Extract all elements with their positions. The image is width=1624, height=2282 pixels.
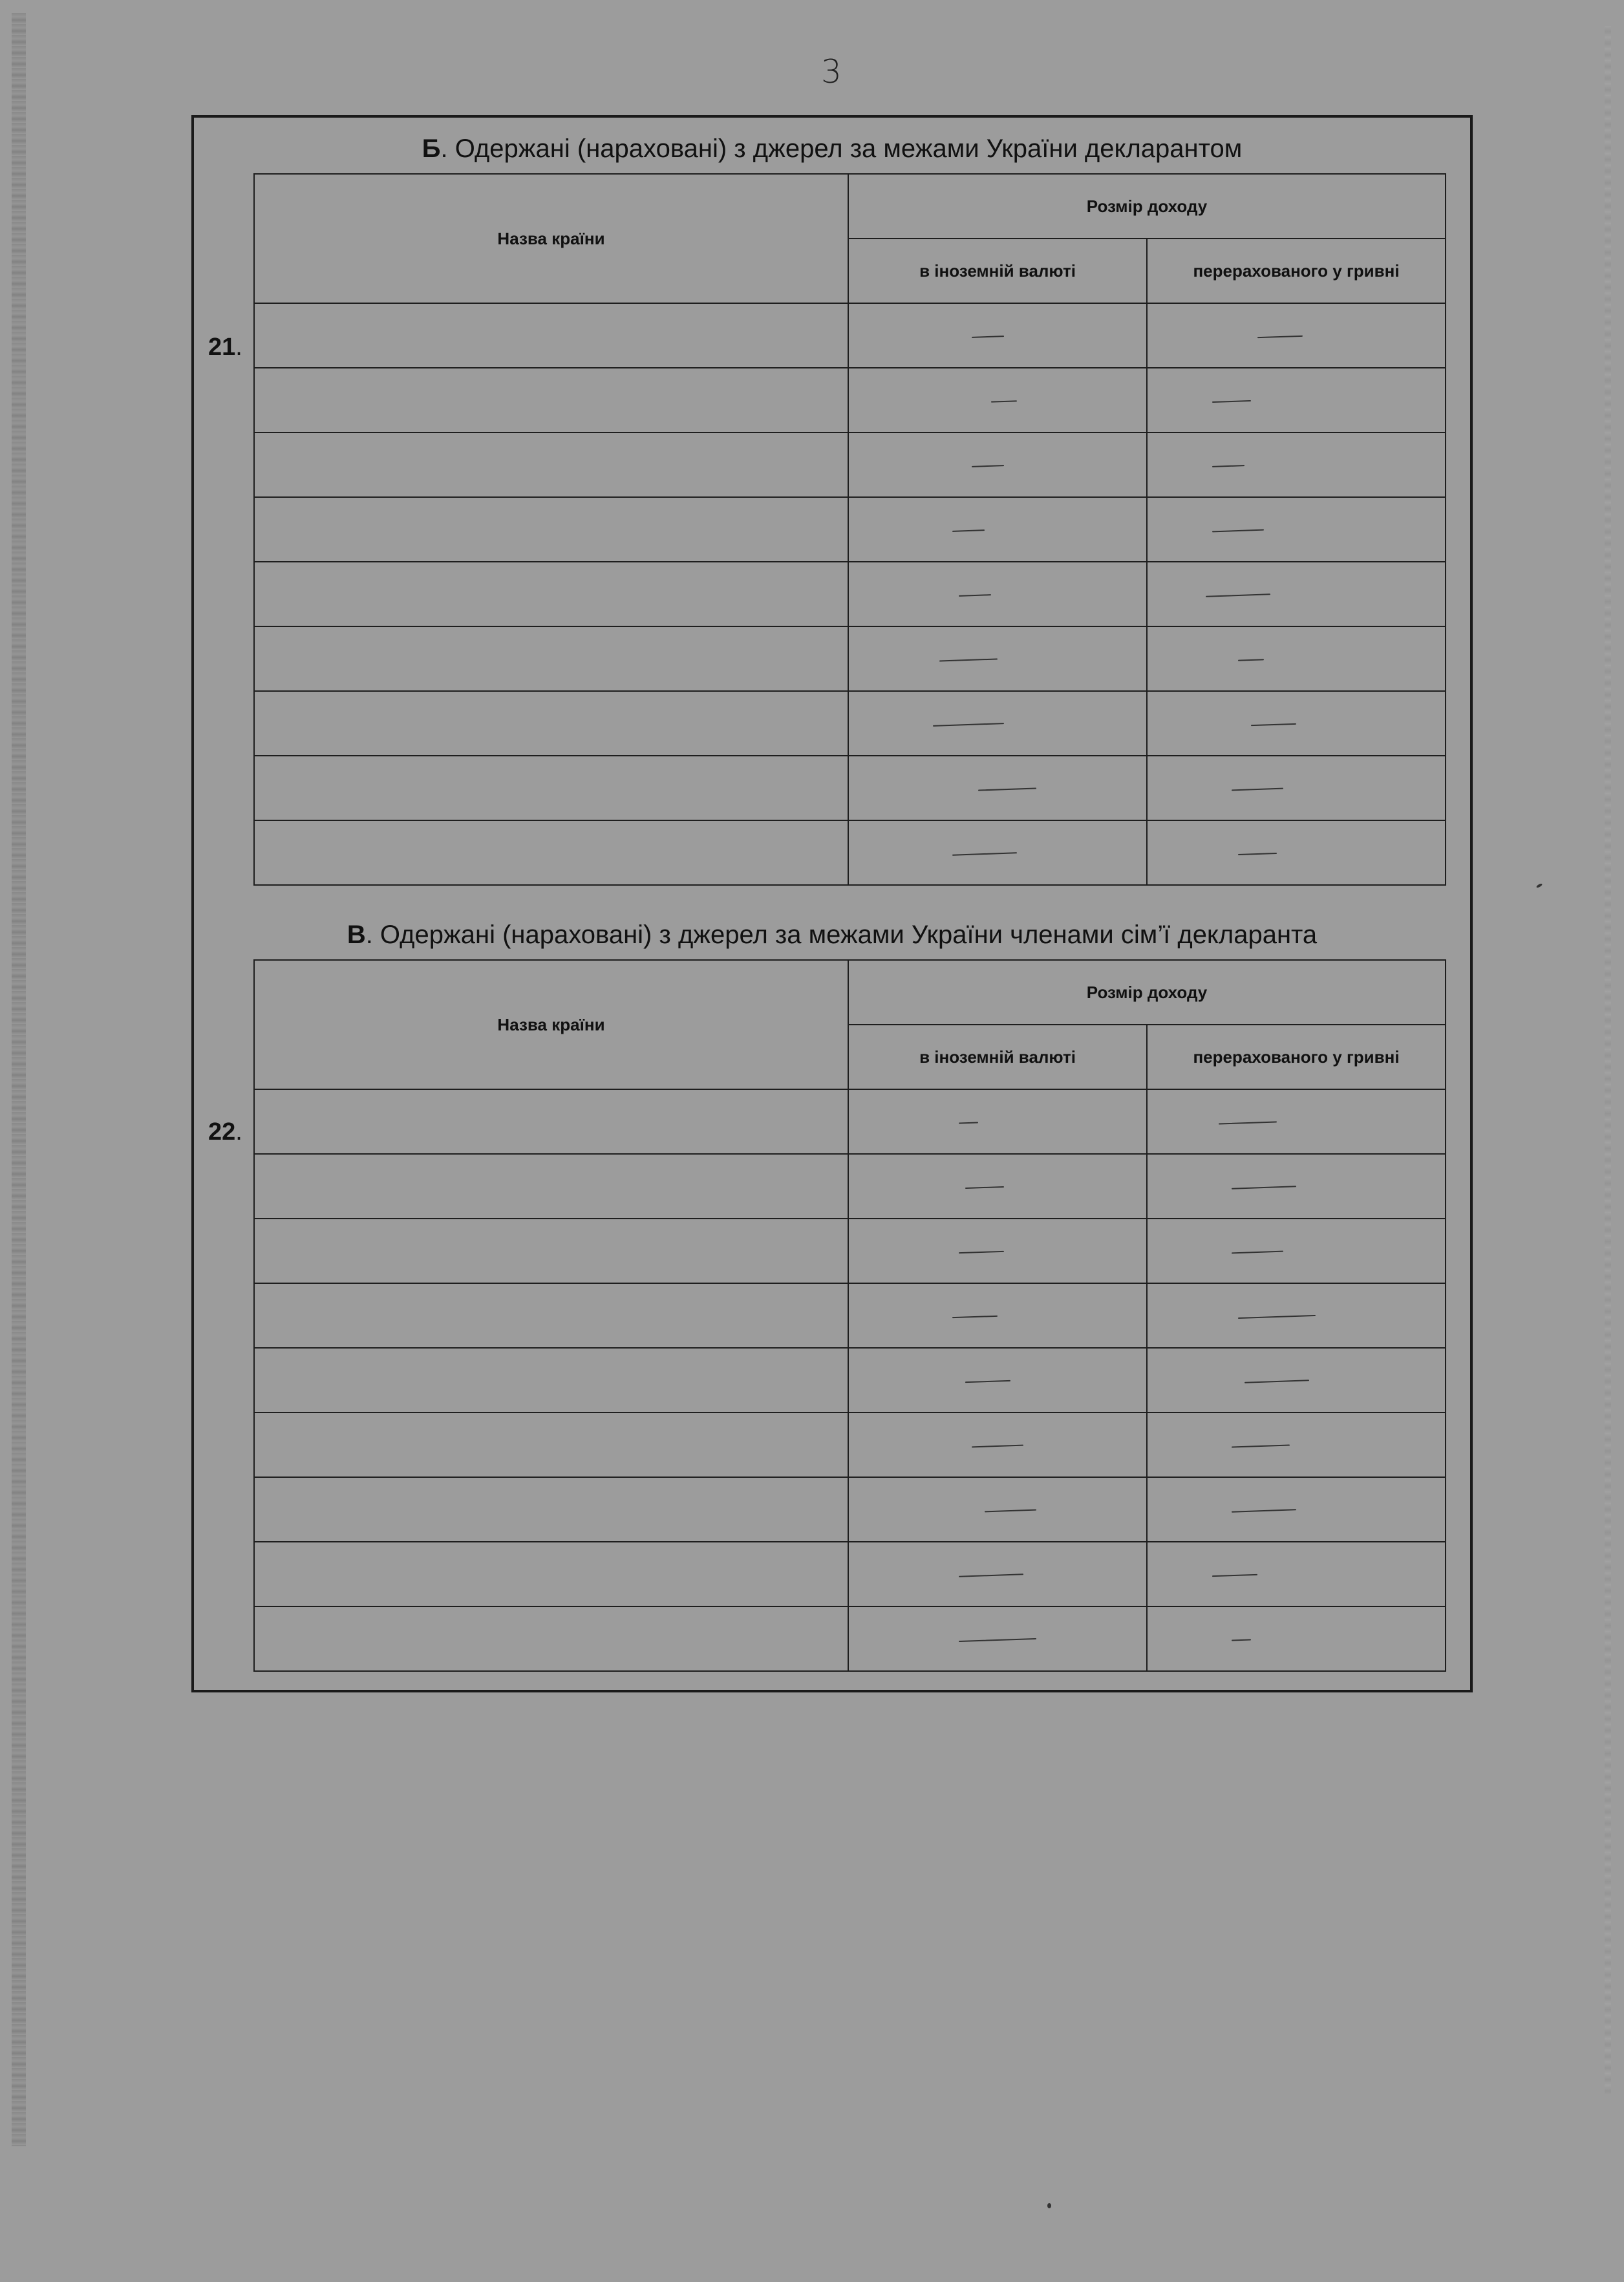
table-row: [254, 562, 1446, 626]
section-v-title: [194, 921, 1470, 950]
converted-uah-cell: [1147, 1219, 1446, 1283]
handwritten-dash: [1245, 1380, 1309, 1383]
foreign-currency-cell: [848, 1413, 1147, 1477]
foreign-currency-cell: [848, 756, 1147, 820]
table-row: [254, 1542, 1446, 1606]
handwritten-dash: [959, 1638, 1036, 1642]
table-row: [254, 432, 1446, 497]
section-v-row-number: [208, 1118, 242, 1146]
section-b-header-income-size: Розмір доходу: [848, 174, 1446, 239]
section-v-row-number-value: 22: [208, 1118, 236, 1146]
table-row: [254, 303, 1446, 368]
section-v-header-income-size: Розмір доходу: [848, 960, 1446, 1025]
converted-uah-cell: [1147, 1089, 1446, 1154]
country-cell: [254, 562, 848, 626]
handwritten-dash: [965, 1380, 1010, 1383]
section-v-header-converted-uah: перерахованого у гривні: [1147, 1025, 1446, 1089]
handwritten-dash: [959, 594, 991, 597]
converted-uah-cell: [1147, 1477, 1446, 1542]
page-number: 3: [821, 53, 842, 91]
handwritten-dash: [1212, 400, 1251, 403]
table-row: [254, 1283, 1446, 1348]
converted-uah-cell: [1147, 497, 1446, 562]
country-cell: [254, 1348, 848, 1413]
converted-uah-cell: [1147, 1606, 1446, 1671]
converted-uah-cell: [1147, 1348, 1446, 1413]
form-frame: [191, 115, 1473, 1692]
country-cell: [254, 626, 848, 691]
converted-uah-cell: [1147, 691, 1446, 756]
handwritten-dash: [965, 1186, 1004, 1189]
foreign-currency-cell: [848, 303, 1147, 368]
foreign-currency-cell: [848, 1283, 1147, 1348]
handwritten-dash: [939, 658, 998, 661]
foreign-currency-cell: [848, 1348, 1147, 1413]
foreign-currency-cell: [848, 691, 1147, 756]
table-row: [254, 626, 1446, 691]
handwritten-dash: [1206, 593, 1270, 597]
scan-speck: [1536, 883, 1543, 888]
converted-uah-cell: [1147, 1154, 1446, 1219]
handwritten-dash: [1232, 1639, 1251, 1641]
table-row: [254, 1348, 1446, 1413]
table-row: [254, 497, 1446, 562]
section-b-header-country: Назва країни: [254, 174, 848, 303]
section-v-table-body: [254, 1089, 1446, 1671]
section-b-row-number: [208, 334, 242, 361]
table-row: [254, 820, 1446, 885]
section-b-title: [194, 134, 1470, 164]
table-row: [254, 368, 1446, 432]
converted-uah-cell: [1147, 368, 1446, 432]
converted-uah-cell: [1147, 626, 1446, 691]
country-cell: [254, 368, 848, 432]
foreign-currency-cell: [848, 1542, 1147, 1606]
country-cell: [254, 1219, 848, 1283]
converted-uah-cell: [1147, 303, 1446, 368]
handwritten-dash: [952, 529, 985, 532]
foreign-currency-cell: [848, 1477, 1147, 1542]
converted-uah-cell: [1147, 432, 1446, 497]
foreign-currency-cell: [848, 1606, 1147, 1671]
handwritten-dash: [1257, 336, 1303, 338]
handwritten-dash: [972, 465, 1004, 467]
section-v-row-number-dot: .: [235, 1118, 242, 1146]
handwritten-dash: [985, 1509, 1036, 1513]
country-cell: [254, 691, 848, 756]
section-b-header-foreign-currency: в іноземній валюті: [848, 239, 1147, 303]
handwritten-dash: [952, 1316, 998, 1318]
table-row: [254, 1089, 1446, 1154]
section-b-row-number-value: 21: [208, 334, 236, 361]
section-b-table-body: [254, 303, 1446, 885]
table-row: [254, 1606, 1446, 1671]
table-row: [254, 1219, 1446, 1283]
handwritten-dash: [1251, 723, 1296, 726]
country-cell: [254, 1542, 848, 1606]
handwritten-dash: [1212, 529, 1264, 533]
country-cell: [254, 1154, 848, 1219]
handwritten-dash: [1238, 659, 1264, 661]
converted-uah-cell: [1147, 562, 1446, 626]
handwritten-dash: [972, 1445, 1023, 1448]
handwritten-dash: [1238, 1315, 1316, 1319]
country-cell: [254, 432, 848, 497]
handwritten-dash: [978, 787, 1036, 791]
section-v-table: [253, 959, 1446, 1672]
converted-uah-cell: [1147, 1413, 1446, 1477]
country-cell: [254, 820, 848, 885]
handwritten-dash: [1232, 1444, 1290, 1447]
handwritten-dash: [959, 1251, 1004, 1253]
foreign-currency-cell: [848, 1219, 1147, 1283]
handwritten-dash: [1232, 788, 1283, 791]
section-v-letter: В: [347, 921, 366, 949]
table-row: [254, 1413, 1446, 1477]
section-b-letter: Б: [422, 134, 441, 163]
country-cell: [254, 1283, 848, 1348]
section-b-title-text: . Одержані (нараховані) з джерел за межами України декларантом: [440, 134, 1243, 163]
foreign-currency-cell: [848, 432, 1147, 497]
section-v-title-text: . Одержані (нараховані) з джерел за межами України членами сім’ї декларанта: [365, 921, 1318, 949]
table-row: [254, 1477, 1446, 1542]
foreign-currency-cell: [848, 626, 1147, 691]
handwritten-dash: [933, 723, 1004, 727]
country-cell: [254, 756, 848, 820]
foreign-currency-cell: [848, 1089, 1147, 1154]
handwritten-dash: [972, 336, 1004, 338]
country-cell: [254, 1089, 848, 1154]
table-row: [254, 756, 1446, 820]
scan-edge-left: [12, 13, 26, 2146]
table-row: [254, 1154, 1446, 1219]
foreign-currency-cell: [848, 820, 1147, 885]
section-b-header-converted-uah: перерахованого у гривні: [1147, 239, 1446, 303]
section-v-header-country: Назва країни: [254, 960, 848, 1089]
handwritten-dash: [1232, 1509, 1296, 1512]
handwritten-dash: [952, 852, 1017, 855]
country-cell: [254, 303, 848, 368]
country-cell: [254, 1413, 848, 1477]
handwritten-dash: [959, 1122, 978, 1124]
handwritten-dash: [1232, 1186, 1296, 1189]
table-row: [254, 691, 1446, 756]
section-v-header-foreign-currency: в іноземній валюті: [848, 1025, 1147, 1089]
handwritten-dash: [1212, 1574, 1257, 1577]
foreign-currency-cell: [848, 1154, 1147, 1219]
scan-speck: [1047, 2203, 1051, 2208]
converted-uah-cell: [1147, 1542, 1446, 1606]
converted-uah-cell: [1147, 1283, 1446, 1348]
foreign-currency-cell: [848, 562, 1147, 626]
handwritten-dash: [1238, 853, 1277, 855]
country-cell: [254, 497, 848, 562]
handwritten-dash: [991, 400, 1017, 402]
section-b-table: [253, 173, 1446, 886]
handwritten-dash: [959, 1573, 1023, 1577]
section-b-row-number-dot: .: [235, 334, 242, 361]
scan-edge-right: [1605, 26, 1611, 2095]
foreign-currency-cell: [848, 368, 1147, 432]
converted-uah-cell: [1147, 820, 1446, 885]
handwritten-dash: [1212, 465, 1245, 467]
handwritten-dash: [1232, 1251, 1283, 1254]
country-cell: [254, 1606, 848, 1671]
country-cell: [254, 1477, 848, 1542]
converted-uah-cell: [1147, 756, 1446, 820]
foreign-currency-cell: [848, 497, 1147, 562]
handwritten-dash: [1219, 1121, 1277, 1124]
